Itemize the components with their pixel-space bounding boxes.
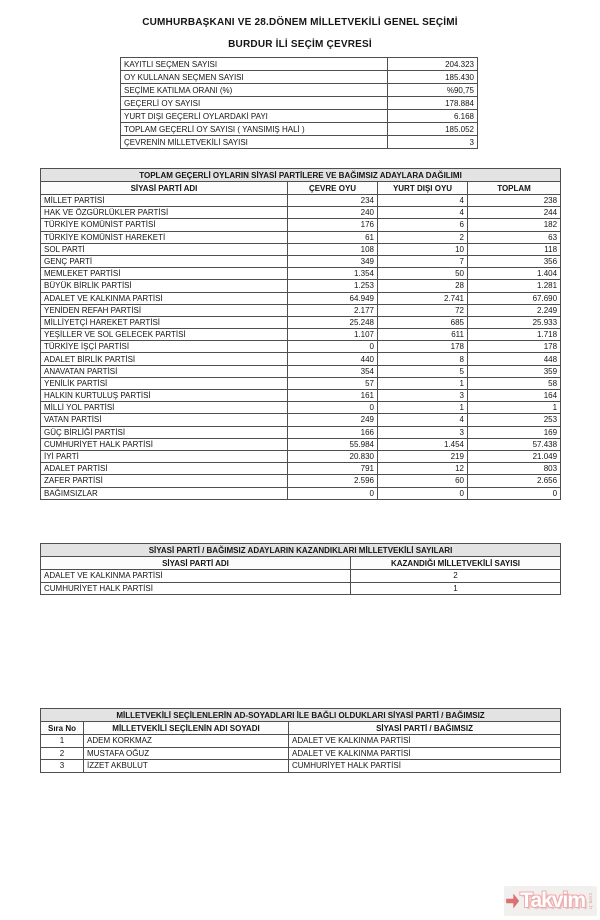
party-votes-row [41,450,561,462]
column-header-abroad-votes: YURT DIŞI OYU [378,182,468,195]
party-votes-row [41,243,561,255]
party-votes-row [41,438,561,450]
total-votes-cell: 63 [468,231,561,243]
party-votes-row [41,426,561,438]
deputy-party-cell: ADALET VE KALKINMA PARTİSİ [289,735,561,748]
abroad-votes-cell: 4 [378,207,468,219]
summary-label: TOPLAM GEÇERLİ OY SAYISI ( YANSIMIŞ HALİ ) [121,123,388,136]
summary-value: 204.323 [388,58,478,71]
district-votes-cell: 20.830 [288,450,378,462]
party-votes-row [41,280,561,292]
district-votes-cell: 791 [288,463,378,475]
party-votes-row [41,377,561,389]
summary-value: 3 [388,136,478,149]
column-header-deputy-party: SİYASİ PARTİ / BAĞIMSIZ [289,722,561,735]
column-header-party-name: SİYASİ PARTİ ADI [41,557,351,570]
total-votes-cell: 2.249 [468,304,561,316]
district-votes-cell: 1.107 [288,329,378,341]
abroad-votes-cell: 0 [378,487,468,499]
seats-won-cell: 1 [351,582,561,595]
abroad-votes-cell: 1 [378,402,468,414]
district-votes-cell: 234 [288,195,378,207]
summary-label: KAYITLI SEÇMEN SAYISI [121,58,388,71]
total-votes-cell: 58 [468,377,561,389]
abroad-votes-cell: 6 [378,219,468,231]
column-header-row-number: Sıra No [41,722,84,735]
district-votes-cell: 0 [288,402,378,414]
district-votes-cell: 240 [288,207,378,219]
party-name-cell: GENÇ PARTİ [41,255,288,267]
district-votes-cell: 161 [288,390,378,402]
party-votes-row [41,353,561,365]
abroad-votes-cell: 2 [378,231,468,243]
abroad-votes-cell: 28 [378,280,468,292]
total-votes-cell: 1.718 [468,329,561,341]
total-votes-cell: 803 [468,463,561,475]
total-votes-cell: 1.281 [468,280,561,292]
column-header-deputy-name: MİLLETVEKİLİ SEÇİLENİN ADI SOYADI [84,722,289,735]
party-name-cell: ADALET PARTİSİ [41,463,288,475]
total-votes-cell: 448 [468,353,561,365]
party-name-cell: CUMHURİYET HALK PARTİSİ [41,438,288,450]
party-votes-table [40,168,561,500]
total-votes-cell: 359 [468,365,561,377]
district-votes-cell: 166 [288,426,378,438]
takvim-watermark [504,886,597,916]
seats-table-title: SİYASİ PARTİ / BAĞIMSIZ ADAYLARIN KAZANDIKLARI MİLLETVEKİLİ SAYILARI [41,544,561,557]
party-votes-row [41,487,561,499]
district-votes-cell: 0 [288,341,378,353]
abroad-votes-cell: 5 [378,365,468,377]
summary-value: %90,75 [388,84,478,97]
deputies-title-row [41,709,561,722]
abroad-votes-cell: 178 [378,341,468,353]
summary-value: 185.430 [388,71,478,84]
abroad-votes-cell: 685 [378,316,468,328]
party-votes-table-title: TOPLAM GEÇERLİ OYLARIN SİYASİ PARTİLERE VE BAĞIMSIZ ADAYLARA DAĞILIMI [41,169,561,182]
party-name-cell: SOL PARTİ [41,243,288,255]
deputy-name-cell: ADEM KORKMAZ [84,735,289,748]
summary-row [121,123,478,136]
party-name-cell: MEMLEKET PARTİSİ [41,268,288,280]
row-number-cell: 2 [41,747,84,760]
abroad-votes-cell: 72 [378,304,468,316]
seats-row [41,570,561,583]
abroad-votes-cell: 4 [378,195,468,207]
column-header-party-name: SİYASİ PARTİ ADI [41,182,288,195]
title-line-1: CUMHURBAŞKANI VE 28.DÖNEM MİLLETVEKİLİ GENEL SEÇİMİ [142,17,458,28]
total-votes-cell: 67.690 [468,292,561,304]
district-votes-cell: 2.596 [288,475,378,487]
total-votes-cell: 1 [468,402,561,414]
party-votes-row [41,365,561,377]
abroad-votes-cell: 12 [378,463,468,475]
party-name-cell: YENİLİK PARTİSİ [41,377,288,389]
summary-value: 6.168 [388,110,478,123]
party-votes-row [41,475,561,487]
abroad-votes-cell: 219 [378,450,468,462]
party-name-cell: TÜRKİYE İŞÇİ PARTİSİ [41,341,288,353]
party-name-cell: MİLLİ YOL PARTİSİ [41,402,288,414]
party-name-cell: BAĞIMSIZLAR [41,487,288,499]
abroad-votes-cell: 611 [378,329,468,341]
deputy-name-cell: İZZET AKBULUT [84,760,289,773]
party-votes-row [41,414,561,426]
column-header-district-votes: ÇEVRE OYU [288,182,378,195]
party-votes-row [41,329,561,341]
party-name-cell: BÜYÜK BİRLİK PARTİSİ [41,280,288,292]
total-votes-cell: 21.049 [468,450,561,462]
abroad-votes-cell: 1.454 [378,438,468,450]
total-votes-cell: 118 [468,243,561,255]
district-votes-cell: 2.177 [288,304,378,316]
deputies-header-row [41,722,561,735]
total-votes-cell: 0 [468,487,561,499]
district-votes-cell: 249 [288,414,378,426]
district-votes-cell: 354 [288,365,378,377]
district-votes-cell: 61 [288,231,378,243]
district-votes-cell: 1.354 [288,268,378,280]
total-votes-cell: 238 [468,195,561,207]
district-votes-cell: 176 [288,219,378,231]
party-votes-row [41,292,561,304]
total-votes-cell: 25.933 [468,316,561,328]
column-header-seats-won: KAZANDIĞI MİLLETVEKİLİ SAYISI [351,557,561,570]
district-votes-cell: 349 [288,255,378,267]
party-votes-row [41,341,561,353]
summary-label: OY KULLANAN SEÇMEN SAYISI [121,71,388,84]
abroad-votes-cell: 8 [378,353,468,365]
party-name-cell: HALKIN KURTULUŞ PARTİSİ [41,390,288,402]
total-votes-cell: 57.438 [468,438,561,450]
party-votes-row [41,219,561,231]
party-name-cell: CUMHURİYET HALK PARTİSİ [41,582,351,595]
total-votes-cell: 164 [468,390,561,402]
elected-deputies-table [40,708,561,773]
total-votes-cell: 182 [468,219,561,231]
takvim-logo-text: Takvim [520,889,585,912]
party-votes-row [41,463,561,475]
party-votes-row [41,255,561,267]
summary-row [121,84,478,97]
party-name-cell: ADALET BİRLİK PARTİSİ [41,353,288,365]
district-votes-cell: 55.984 [288,438,378,450]
abroad-votes-cell: 50 [378,268,468,280]
total-votes-cell: 253 [468,414,561,426]
total-votes-cell: 2.656 [468,475,561,487]
party-votes-header-row [41,182,561,195]
party-name-cell: VATAN PARTİSİ [41,414,288,426]
party-name-cell: İYİ PARTİ [41,450,288,462]
deputies-table-title: MİLLETVEKİLİ SEÇİLENLERİN AD-SOYADLARI İLE BAĞLI OLDUKLARI SİYASİ PARTİ / BAĞIMSIZ [41,709,561,722]
summary-label: GEÇERLİ OY SAYISI [121,97,388,110]
page-title [0,12,600,56]
seats-title-row [41,544,561,557]
party-name-cell: YENİDEN REFAH PARTİSİ [41,304,288,316]
party-name-cell: YEŞİLLER VE SOL GELECEK PARTİSİ [41,329,288,341]
seats-header-row [41,557,561,570]
summary-row [121,110,478,123]
district-votes-cell: 57 [288,377,378,389]
summary-value: 185.052 [388,123,478,136]
summary-row [121,58,478,71]
party-votes-row [41,304,561,316]
party-votes-row [41,195,561,207]
party-votes-row [41,207,561,219]
party-name-cell: ADALET VE KALKINMA PARTİSİ [41,570,351,583]
total-votes-cell: 178 [468,341,561,353]
row-number-cell: 1 [41,735,84,748]
party-name-cell: ZAFER PARTİSİ [41,475,288,487]
district-votes-cell: 25.248 [288,316,378,328]
party-name-cell: ADALET VE KALKINMA PARTİSİ [41,292,288,304]
summary-label: ÇEVRENİN MİLLETVEKİLİ SAYISI [121,136,388,149]
abroad-votes-cell: 7 [378,255,468,267]
summary-table [120,57,478,149]
summary-row [121,136,478,149]
seats-row [41,582,561,595]
summary-value: 178.884 [388,97,478,110]
party-name-cell: MİLLİYETÇİ HAREKET PARTİSİ [41,316,288,328]
party-votes-row [41,390,561,402]
takvim-logo-icon [506,894,519,909]
deputy-party-cell: CUMHURİYET HALK PARTİSİ [289,760,561,773]
district-votes-cell: 440 [288,353,378,365]
abroad-votes-cell: 1 [378,377,468,389]
district-votes-cell: 0 [288,487,378,499]
party-votes-row [41,231,561,243]
district-votes-cell: 64.949 [288,292,378,304]
party-votes-row [41,268,561,280]
party-name-cell: MİLLET PARTİSİ [41,195,288,207]
summary-label: SEÇİME KATILMA ORANI (%) [121,84,388,97]
deputy-party-cell: ADALET VE KALKINMA PARTİSİ [289,747,561,760]
deputy-name-cell: MUSTAFA OĞUZ [84,747,289,760]
total-votes-cell: 356 [468,255,561,267]
party-name-cell: GÜÇ BİRLİĞİ PARTİSİ [41,426,288,438]
party-name-cell: TÜRKİYE KOMÜNİST HAREKETİ [41,231,288,243]
abroad-votes-cell: 2.741 [378,292,468,304]
abroad-votes-cell: 60 [378,475,468,487]
total-votes-cell: 1.404 [468,268,561,280]
abroad-votes-cell: 3 [378,390,468,402]
title-line-2: BURDUR İLİ SEÇİM ÇEVRESİ [228,39,372,50]
total-votes-cell: 244 [468,207,561,219]
seats-won-table [40,543,561,595]
column-header-total-votes: TOPLAM [468,182,561,195]
seats-won-cell: 2 [351,570,561,583]
party-name-cell: ANAVATAN PARTİSİ [41,365,288,377]
party-name-cell: TÜRKİYE KOMÜNİST PARTİSİ [41,219,288,231]
party-votes-row [41,316,561,328]
party-votes-title-row [41,169,561,182]
abroad-votes-cell: 4 [378,414,468,426]
abroad-votes-cell: 10 [378,243,468,255]
summary-label: YURT DIŞI GEÇERLİ OYLARDAKİ PAYI [121,110,388,123]
party-name-cell: HAK VE ÖZGÜRLÜKLER PARTİSİ [41,207,288,219]
district-votes-cell: 108 [288,243,378,255]
takvim-domain-text: com.tr [587,892,593,910]
deputy-row [41,760,561,773]
party-votes-row [41,402,561,414]
district-votes-cell: 1.253 [288,280,378,292]
total-votes-cell: 169 [468,426,561,438]
summary-row [121,97,478,110]
row-number-cell: 3 [41,760,84,773]
deputy-row [41,747,561,760]
summary-row [121,71,478,84]
deputy-row [41,735,561,748]
abroad-votes-cell: 3 [378,426,468,438]
